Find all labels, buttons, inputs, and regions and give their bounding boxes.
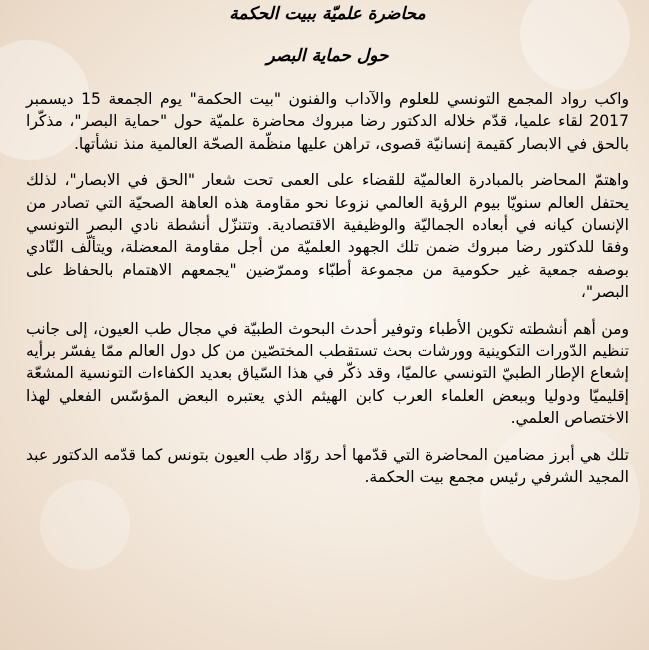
paragraph-1: واكب رواد المجمع التونسي للعلوم والآداب والفنون "بيت الحكمة" يوم الجمعة 15 ديسمبر 2017 لقاء علميا، قدّم خلاله الدكتور رضا مبروك محاضرة علميّة حول "حماية البصر"، مذكّرا بالحق في الابصار كقيمة إنسانيّة قصوى، تراهن عليها منظّمة الصحّة العالمية منذ نشأتها. [26, 90, 629, 153]
paragraph-3: ومن أهم أنشطته تكوين الأطباء وتوفير أحدث البحوث الطبيّة في مجال طب العيون، إلى جانب تنظيم الدّورات التكوينية وورشات بحث تستقطب المختصّين من كل دول العالم ممّا يفسّر برأيه إشعاع الإطار الطبيّ التونسي عالميّا، وقد ذكّر في هذا السّياق بعديد الكفاءات التونسية المشعّة إقليميّا ودوليا وببعض العلماء العرب كابن الهيثم الذي يعتبره البعض المؤسّس الفعلي لهذا الاختصاص العلمي. [26, 319, 629, 428]
paragraph-2: واهتمّ المحاضر بالمبادرة العالميّة للقضاء على العمى تحت شعار "الحق في الابصار"، لذلك يحتفل العالم سنويّا بيوم الرؤية العالمي نزوعا نحو مقاومة هذه العاهة الصحيّة التي تصادر من الإنسان كيانه في أبعاده الجماليّة والوظيفية الاقتصادية. وتتنزّل أنشطة نادي البصر التونسي وفقا للدكتور رضا مبروك ضمن تلك الجهود العلميّة من أجل مقاومة المعضلة، ويتألّف النّادي بوصفه جمعية غير حكومية من مجموعة أطبّاء وممرّضين "يجمعهم الاهتمام بالحفاظ على البصر"، [26, 171, 629, 302]
document-subtitle: حول حماية البصر [266, 46, 389, 66]
document-title: محاضرة علميّة ببيت الحكمة [229, 4, 426, 24]
paragraph-4: تلك هي أبرز مضامين المحاضرة التي قدّمها أحد روّاد طب العيون بتونس كما قدّمه الدكتور عبد المجيد الشرفي رئيس مجمع بيت الحكمة. [26, 445, 629, 487]
